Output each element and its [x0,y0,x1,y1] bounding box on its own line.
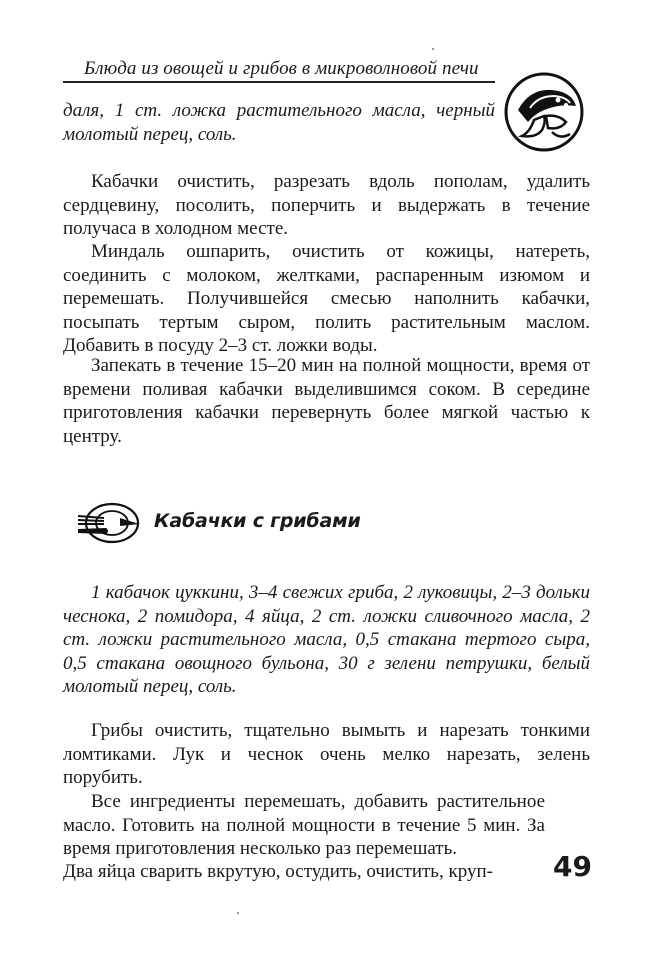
plate-cutlery-icon [76,500,142,546]
running-header-title: Блюда из овощей и грибов в микроволновой печи [84,58,479,79]
mushroom-emblem-icon [500,70,590,154]
prev-recipe-step-3: Запекать в течение 15–20 мин на полной мощности, время от времени поливая кабачки выделившимся соком. В середине приготовления кабачки перевернуть более мягкой частью к центру. [63,355,590,447]
recipe-step-1: Грибы очистить, тщательно вымыть и нарезать тонкими ломтиками. Лук и чеснок очень мелко нарезать, зелень порубить. [63,720,590,789]
scan-speck [237,912,239,914]
recipe-title: Кабачки с грибами [154,510,361,532]
prev-recipe-step-1: Кабачки очистить, разрезать вдоль пополам, удалить сердцевину, посолить, поперчить и выдержать в течение получаса в холодном месте. [63,171,590,240]
scan-speck [432,48,434,50]
page-number: 49 [553,850,592,883]
prev-recipe-ingredients: даля, 1 ст. ложка растительного масла, черный молотый перец, соль. [63,100,495,145]
prev-recipe-step-2: Миндаль ошпарить, очистить от кожицы, натереть, соединить с молоком, желтками, распаренным изюмом и перемешать. Получившейся смесью наполнить кабачки, посыпать тертым сыром, полить растительным маслом. Добавить в посуду 2–3 ст. ложки воды. [63,241,590,357]
recipe-ingredients: 1 кабачок цуккини, 3–4 свежих гриба, 2 луковицы, 2–3 дольки чеснока, 2 помидора, 4 яйца, 2 ст. ложки сливочного масла, 2 ст. ложки растительного масла, 0,5 стакана тертого сыра, 0,5 стакана овощного бульона, 30 г зелени петрушки, белый молотый перец, соль. [63,582,590,698]
recipe-step-3: Два яйца сварить вкрутую, остудить, очистить, круп- [63,861,493,882]
header-rule [63,81,495,83]
recipe-step-2: Все ингредиенты перемешать, добавить растительное масло. Готовить на полной мощности в течение 5 мин. За время приготовления несколько раз перемешать. [63,791,545,860]
